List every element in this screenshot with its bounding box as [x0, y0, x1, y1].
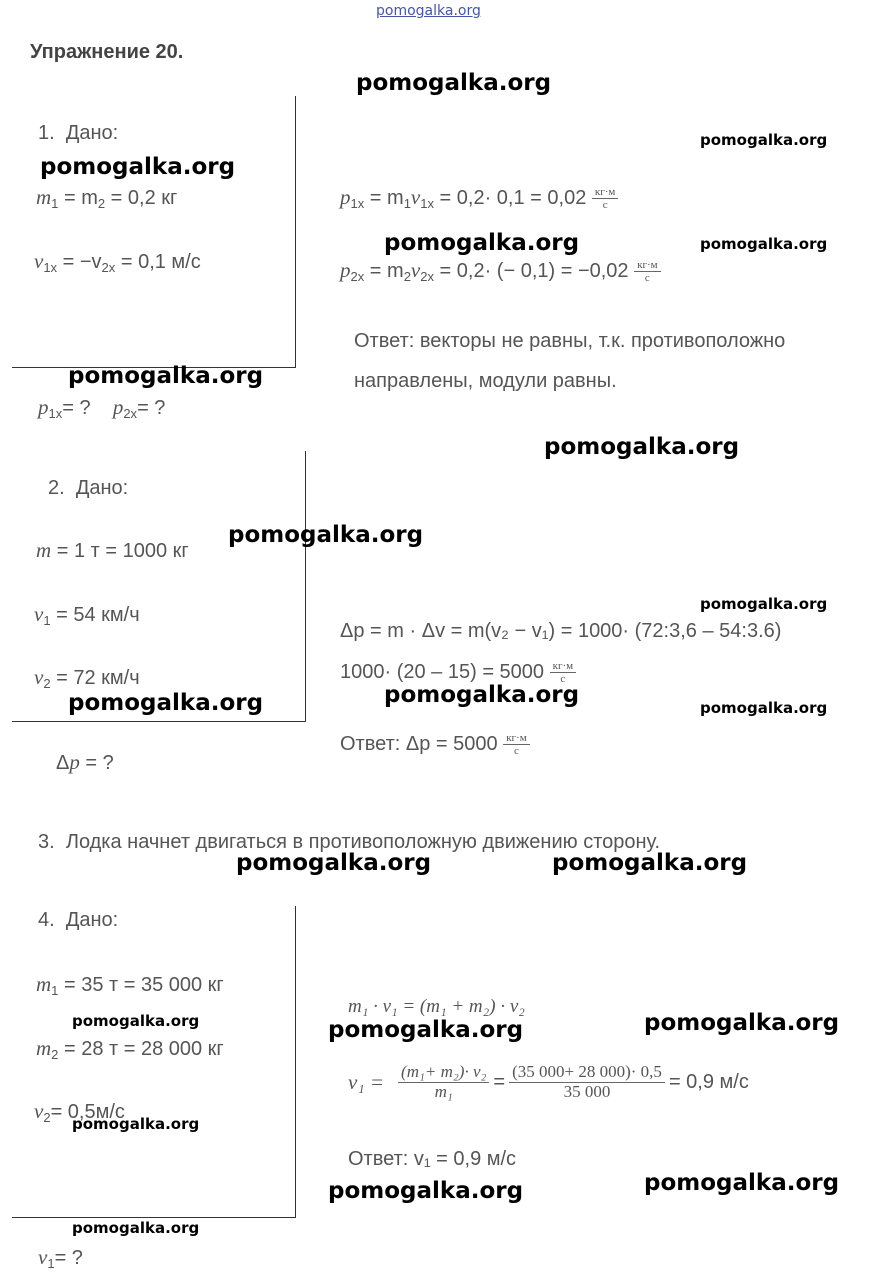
ex1-eq2-a: = m [364, 260, 404, 282]
ex4-dano: Дано: [65, 909, 119, 931]
ex2-given-divider-h [12, 721, 306, 722]
watermark: pomogalka.org [236, 850, 432, 876]
ex2-answer-text: Ответ: Δp = 5000 [340, 732, 498, 755]
ex2-given-v2: $v_2 = 72$ км/ч [34, 665, 140, 691]
watermark: pomogalka.org [328, 1017, 524, 1043]
top-watermark-link[interactable]: pomogalka.org [376, 3, 481, 19]
ex1-find: $p_{1x}=$ ? $p_{2x}=$ ? [38, 395, 166, 421]
page-title: Упражнение 20. [30, 41, 184, 63]
ex2-given-divider-v [305, 451, 306, 722]
ex4-given-m1-val: = 35 т = 35 000 кг [58, 974, 224, 996]
ex4-answer: Ответ: v₁ = 0,9 м/с [348, 1148, 517, 1170]
ex4-given-m2: $m_2 = 28$ т = 28 000 кг [36, 1036, 224, 1062]
ex1-eq1-unit: $\frac{кг\cdot м}{с}$ [592, 186, 618, 211]
ex4-given-v2: $v_2= 0,5м/с$ [34, 1099, 125, 1125]
ex1-given-mass-val: = 0,2 кг [105, 187, 178, 209]
ex2-given-v2-val: = 72 км/ч [50, 667, 140, 689]
ex1-given-mass-eq: = m [58, 187, 98, 209]
watermark: pomogalka.org [644, 1010, 840, 1036]
ex3-text: Лодка начнет двигаться в противоположную движению сторону. [65, 831, 661, 853]
ex1-given-velocity-eq: = −v [57, 251, 102, 273]
ex2-dano-label [48, 477, 128, 500]
ex2-given-v1-val: = 54 км/ч [50, 604, 140, 626]
watermark: pomogalka.org [700, 699, 828, 717]
ex1-find-p1: = ? [62, 397, 91, 419]
watermark: pomogalka.org [72, 1012, 200, 1030]
ex1-dano: Дано: [65, 122, 119, 144]
ex4-given-divider-h [12, 1217, 296, 1218]
watermark: pomogalka.org [700, 595, 828, 613]
ex1-number: 1. [38, 122, 55, 144]
ex1-find-p2: = ? [137, 397, 166, 419]
ex4-dano-label [38, 909, 118, 932]
ex1-given-mass: $m_1 = m_2 = 0,2$ кг [36, 185, 178, 211]
ex2-eq2-text: 1000· (20 – 15) = 5000 [340, 660, 545, 683]
ex2-answer-unit: $\frac{кг\cdot м}{с}$ [503, 732, 529, 757]
ex1-answer-line-2: направлены, модули равны. [354, 370, 617, 392]
ex4-equation-2: v₁ = $\frac{\text{(m₁+ m₂)· v₂}}{\text{m₁}}$ = $\frac{(35 000+ 28 000)\cdot 0,5}{35 000}$ = 0,9 м/с [348, 1061, 749, 1101]
ex4-eq2-fraction-1: $\frac{\text{(m₁+ m₂)· v₂}}{\text{m₁}}$ [398, 1063, 489, 1101]
ex3-number: 3. [38, 831, 55, 853]
watermark: pomogalka.org [384, 230, 580, 256]
ex1-equation-1: $p_{1x} = m_1v_{1x} = 0,2\cdot 0,1 = 0,02$ $\frac{кг\cdot м}{с}$ [340, 185, 618, 211]
ex2-number: 2. [48, 477, 65, 499]
ex4-find-val: = ? [54, 1247, 83, 1269]
ex2-equation-1: Δp = m · Δv = m(v₂ − v₁) = 1000· (72:3,6 – 54:3.6) [340, 620, 782, 642]
watermark: pomogalka.org [384, 682, 580, 708]
watermark: pomogalka.org [700, 235, 828, 253]
ex4-given-v2-val: = 0,5м/с [50, 1101, 125, 1123]
watermark: pomogalka.org [68, 363, 264, 389]
watermark: pomogalka.org [552, 850, 748, 876]
ex2-given-v1: $v_1 = 54$ км/ч [34, 602, 140, 628]
ex1-given-velocity-val: = 0,1 м/с [115, 251, 201, 273]
ex1-given-velocity: $v_{1x} = -v_{2x} = 0,1$ м/с [34, 249, 201, 275]
ex1-dano-label [38, 122, 118, 145]
ex2-given-mass-val: = 1 т = 1000 кг [51, 540, 189, 562]
ex4-eq2-fraction-2: $\frac{(35 000+ 28 000)\cdot 0,5}{35 000}$ [509, 1063, 665, 1101]
ex2-dano: Дано: [75, 477, 129, 499]
ex4-find: $v_1=$ ? [38, 1245, 83, 1271]
ex2-find: Δp = ? [56, 750, 114, 774]
ex4-given-m2-val: = 28 т = 28 000 кг [58, 1038, 224, 1060]
watermark: pomogalka.org [40, 154, 236, 180]
watermark: pomogalka.org [68, 690, 264, 716]
ex2-answer [340, 732, 530, 757]
watermark: pomogalka.org [228, 522, 424, 548]
watermark: pomogalka.org [72, 1219, 200, 1237]
ex4-given-m1: $m_1 = 35$ т = 35 000 кг [36, 972, 224, 998]
ex1-eq2-unit: $\frac{кг\cdot м}{с}$ [634, 259, 660, 284]
ex1-eq2-b: = 0,2· (− 0,1) = −0,02 [433, 260, 629, 282]
ex4-eq2-result: = 0,9 м/с [668, 1070, 749, 1093]
ex1-eq1-a: = m [364, 187, 404, 209]
ex2-find-val: = ? [79, 752, 114, 774]
ex4-equation-1: m₁ · v₁ = (m₁ + m₂) · v₂ [348, 996, 525, 1017]
ex1-equation-2: $p_{2x} = m_2v_{2x} = 0,2\cdot$ (− 0,1) = −0,02 $\frac{кг\cdot м}{с}$ [340, 258, 661, 284]
ex4-given-divider-v [295, 906, 296, 1218]
ex2-eq2-unit: $\frac{кг\cdot м}{с}$ [550, 660, 576, 685]
ex1-eq1-b: = 0,2· 0,1 = 0,02 [433, 187, 587, 209]
watermark: pomogalka.org [544, 434, 740, 460]
watermark: pomogalka.org [328, 1178, 524, 1204]
ex4-eq2-lhs: v₁ = [348, 1069, 385, 1094]
watermark: pomogalka.org [356, 70, 552, 96]
ex4-number: 4. [38, 909, 55, 931]
ex2-given-mass: m = 1 т = 1000 кг [36, 538, 189, 562]
watermark: pomogalka.org [644, 1170, 840, 1196]
ex1-given-divider-v [295, 96, 296, 368]
watermark: pomogalka.org [72, 1115, 200, 1133]
ex1-answer-line-1: Ответ: векторы не равны, т.к. противоположно [354, 330, 786, 352]
watermark: pomogalka.org [700, 131, 828, 149]
